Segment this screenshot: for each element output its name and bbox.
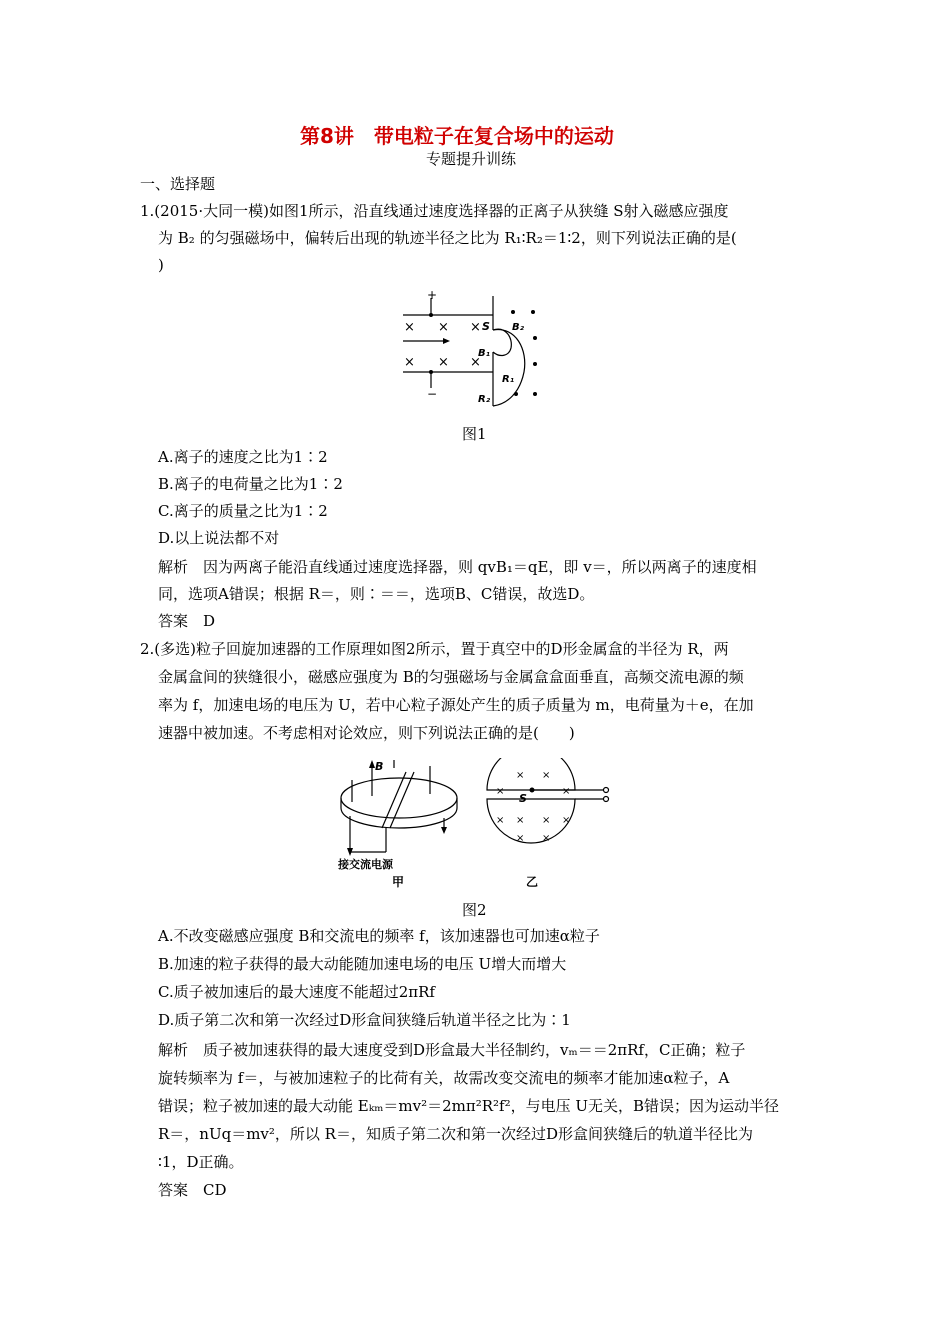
figure-2-b-label: B <box>375 760 384 773</box>
q1-analysis-line-1: 解析 因为两离子能沿直线通过速度选择器，则 qvB₁＝qE，即 v＝，所以两离子的速度相 <box>158 558 757 576</box>
svg-text:×: × <box>562 815 571 826</box>
figure-1-velocity-selector <box>398 288 558 412</box>
q2-option-b: B.加速的粒子获得的最大动能随加速电场的电压 U增大而增大 <box>158 955 567 973</box>
figure-1-b1-label: B₁ <box>478 348 491 359</box>
q2-answer: 答案 CD <box>158 1181 227 1199</box>
section-heading: 一、选择题 <box>140 175 216 193</box>
figure-2-s-label: S <box>519 792 527 805</box>
svg-text:×: × <box>516 833 525 844</box>
svg-text:×: × <box>516 815 525 826</box>
q2-stem-line-2: 金属盒间的狭缝很小，磁感应强度为 B的匀强磁场与金属盒盒面垂直，高频交流电源的频 <box>158 668 744 686</box>
figure-2-source-label: 接交流电源 <box>338 858 393 871</box>
figure-1-minus-label: − <box>427 387 438 401</box>
figure-1-r1-label: R₁ <box>502 374 515 385</box>
svg-text:×: × <box>404 355 415 370</box>
q1-option-d: D.以上说法都不对 <box>158 529 280 547</box>
q1-option-a: A.离子的速度之比为1∶2 <box>158 448 328 466</box>
svg-text:×: × <box>438 355 449 370</box>
q2-stem-line-1: 2.(多选)粒子回旋加速器的工作原理如图2所示，置于真空中的D形金属盒的半径为 R，两 <box>140 640 729 658</box>
q2-stem-line-4: 速器中被加速。不考虑相对论效应，则下列说法正确的是( ) <box>158 724 575 742</box>
q1-option-c: C.离子的质量之比为1∶2 <box>158 502 328 520</box>
q2-option-c: C.质子被加速后的最大速度不能超过2πRf <box>158 983 435 1001</box>
page-title: 第8讲 带电粒子在复合场中的运动 <box>300 124 614 148</box>
figure-2-yi-label: 乙 <box>526 875 539 889</box>
q1-stem-line-2: 为 B₂ 的匀强磁场中，偏转后出现的轨迹半径之比为 R₁∶R₂＝1∶2，则下列说法正确的是( <box>158 229 737 247</box>
q1-stem-line-1: 1.(2015·大同一模)如图1所示，沿直线通过速度选择器的正离子从狭缝 S射入磁感应强度 <box>140 202 729 220</box>
svg-text:×: × <box>542 833 551 844</box>
figure-1-plus-label: + <box>427 288 438 302</box>
q2-stem-line-3: 率为 f，加速电场的电压为 U，若中心粒子源处产生的质子质量为 m，电荷量为＋e，在加 <box>158 696 754 714</box>
svg-text:×: × <box>542 815 551 826</box>
figure-1-b2-label: B₂ <box>512 322 525 333</box>
svg-text:×: × <box>470 355 481 370</box>
q1-option-b: B.离子的电荷量之比为1∶2 <box>158 475 343 493</box>
svg-text:×: × <box>542 770 551 781</box>
page-subtitle: 专题提升训练 <box>426 150 517 168</box>
svg-text:×: × <box>404 320 415 335</box>
svg-text:×: × <box>470 320 481 335</box>
svg-text:×: × <box>496 815 505 826</box>
q2-option-a: A.不改变磁感应强度 B和交流电的频率 f，该加速器也可加速α粒子 <box>158 927 600 945</box>
q1-stem-line-3: ) <box>158 256 164 274</box>
figure-1-s-label: S <box>482 320 490 333</box>
q2-analysis-line-5: ∶1，D正确。 <box>158 1153 244 1171</box>
q2-analysis-line-4: R＝，nUq＝mv²，所以 R＝，知质子第二次和第一次经过D形盒间狭缝后的轨道半径比为 <box>158 1125 754 1143</box>
figure-2-cyclotron <box>334 758 610 894</box>
svg-text:×: × <box>496 786 505 797</box>
figure-2-jia-label: 甲 <box>392 875 405 889</box>
q1-analysis-line-2: 同，选项A错误；根据 R＝，则∶＝＝，选项B、C错误，故选D。 <box>158 585 595 603</box>
q2-analysis-line-1: 解析 质子被加速获得的最大速度受到D形盒最大半径制约，vₘ＝＝2πRf，C正确；粒子 <box>158 1041 746 1059</box>
svg-text:×: × <box>516 770 525 781</box>
q2-analysis-line-3: 错误；粒子被加速的最大动能 Eₖₘ＝mv²＝2mπ²R²f²，与电压 U无关，B错误；因为运动半径 <box>158 1097 780 1115</box>
q2-option-d: D.质子第二次和第一次经过D形盒间狭缝后轨道半径之比为∶1 <box>158 1011 571 1029</box>
figure-1-r2-label: R₂ <box>478 394 491 405</box>
q1-answer: 答案 D <box>158 612 216 630</box>
figure-1-caption: 图1 <box>462 425 487 443</box>
q2-analysis-line-2: 旋转频率为 f＝，与被加速粒子的比荷有关，故需改变交流电的频率才能加速α粒子，A <box>158 1069 730 1087</box>
svg-text:×: × <box>438 320 449 335</box>
figure-2-caption: 图2 <box>462 901 487 919</box>
svg-text:×: × <box>562 786 571 797</box>
